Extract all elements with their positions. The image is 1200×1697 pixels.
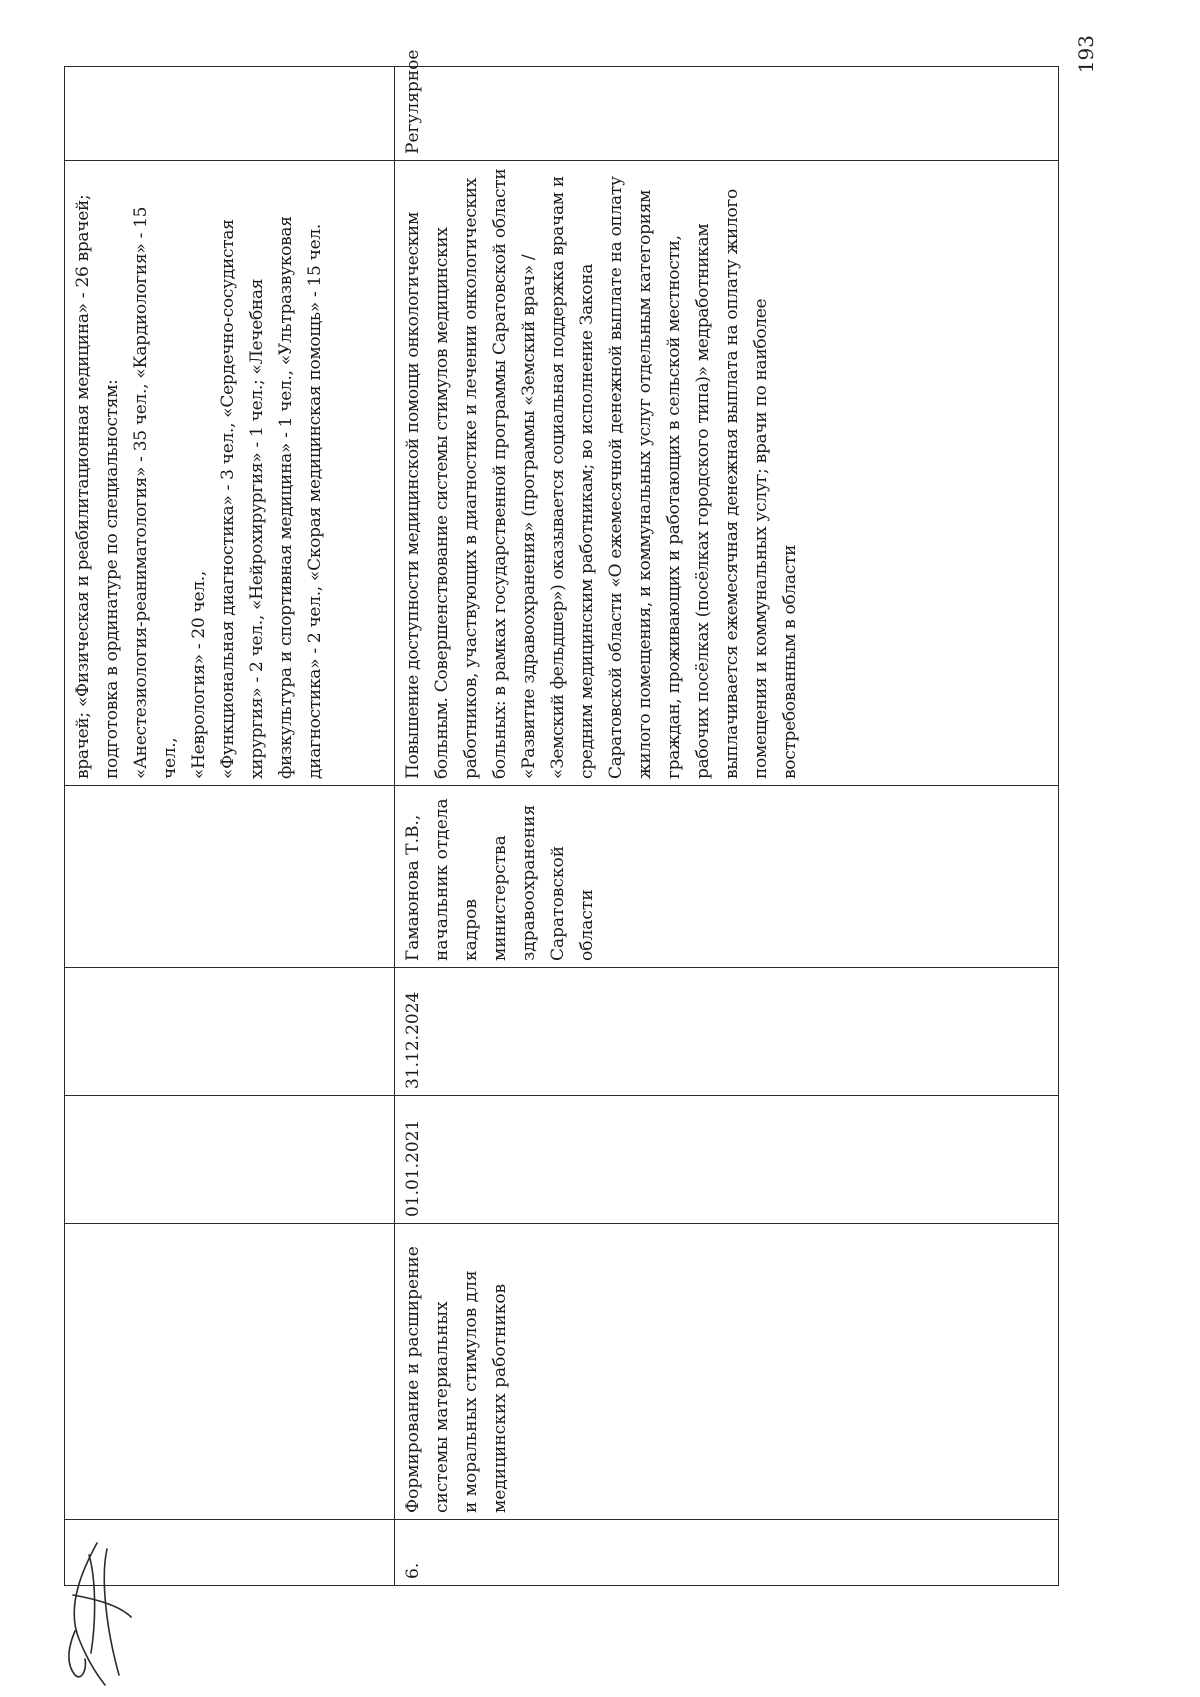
cell-result: врачей; «Физическая и реабилитационная медицина» - 26 врачей; подготовка в ординатуре по специальностям: «Анестезиология-реаниматология» - 35 чел., «Кардиология» - 15 чел., «Неврология» - 20 чел., «Функциональная диагностика» - 3 чел., «Сердечно-сосудистая хирургия» - 2 чел., «Нейрохирургия» - 1 чел.; «Лечебная физкультура и спортивная медицина» - 1 чел., «Ультразвуковая диагностика» - 2 чел., «Скорая медицинская помощь» - 15 чел. xyxy=(65,161,395,786)
measures-table xyxy=(64,49,1059,1586)
page-number: 193 xyxy=(1074,35,1098,74)
cell-start-date: 01.01.2021 xyxy=(395,1096,1059,1224)
cell-end-date xyxy=(65,968,395,1096)
cell-periodicity xyxy=(65,67,395,161)
cell-end-date: 31.12.2024 xyxy=(395,968,1059,1096)
signature-mark xyxy=(35,1535,155,1695)
cell-result: Повышение доступности медицинской помощи онкологическим больным. Совершенствование системы стимулов медицинских работников, участвующих в диагностике и лечении онкологических больных: в рамках государственной программы Саратовской области «Развитие здравоохранения» (программы «Земский врач» / «Земский фельдшер») оказывается социальная поддержка врачам и средним медицинским работникам; во исполнение Закона Саратовской области «О ежемесячной денежной выплате на оплату жилого помещения, и коммунальных услуг отдельным категориям граждан, проживающих и работающих в сельской местности, рабочих посёлках (посёлках городского типа)» медработникам выплачивается ежемесячная денежная выплата на оплату жилого помещения и коммунальных услуг; врачи по наиболее востребованным в области xyxy=(395,161,1059,786)
cell-responsible: Гамаюнова Т.В., начальник отдела кадров министерства здравоохранения Саратовской области xyxy=(395,786,1059,968)
cell-name xyxy=(65,1224,395,1520)
table-row-6 xyxy=(395,67,1059,1586)
cell-number: 6. xyxy=(395,1520,1059,1586)
cell-start-date xyxy=(65,1096,395,1224)
table-row-continuation xyxy=(65,67,395,1586)
cell-periodicity: Регулярное xyxy=(395,67,1059,161)
cell-name: Формирование и расширение системы материальных и моральных стимулов для медицинских работников xyxy=(395,1224,1059,1520)
cell-responsible xyxy=(65,786,395,968)
